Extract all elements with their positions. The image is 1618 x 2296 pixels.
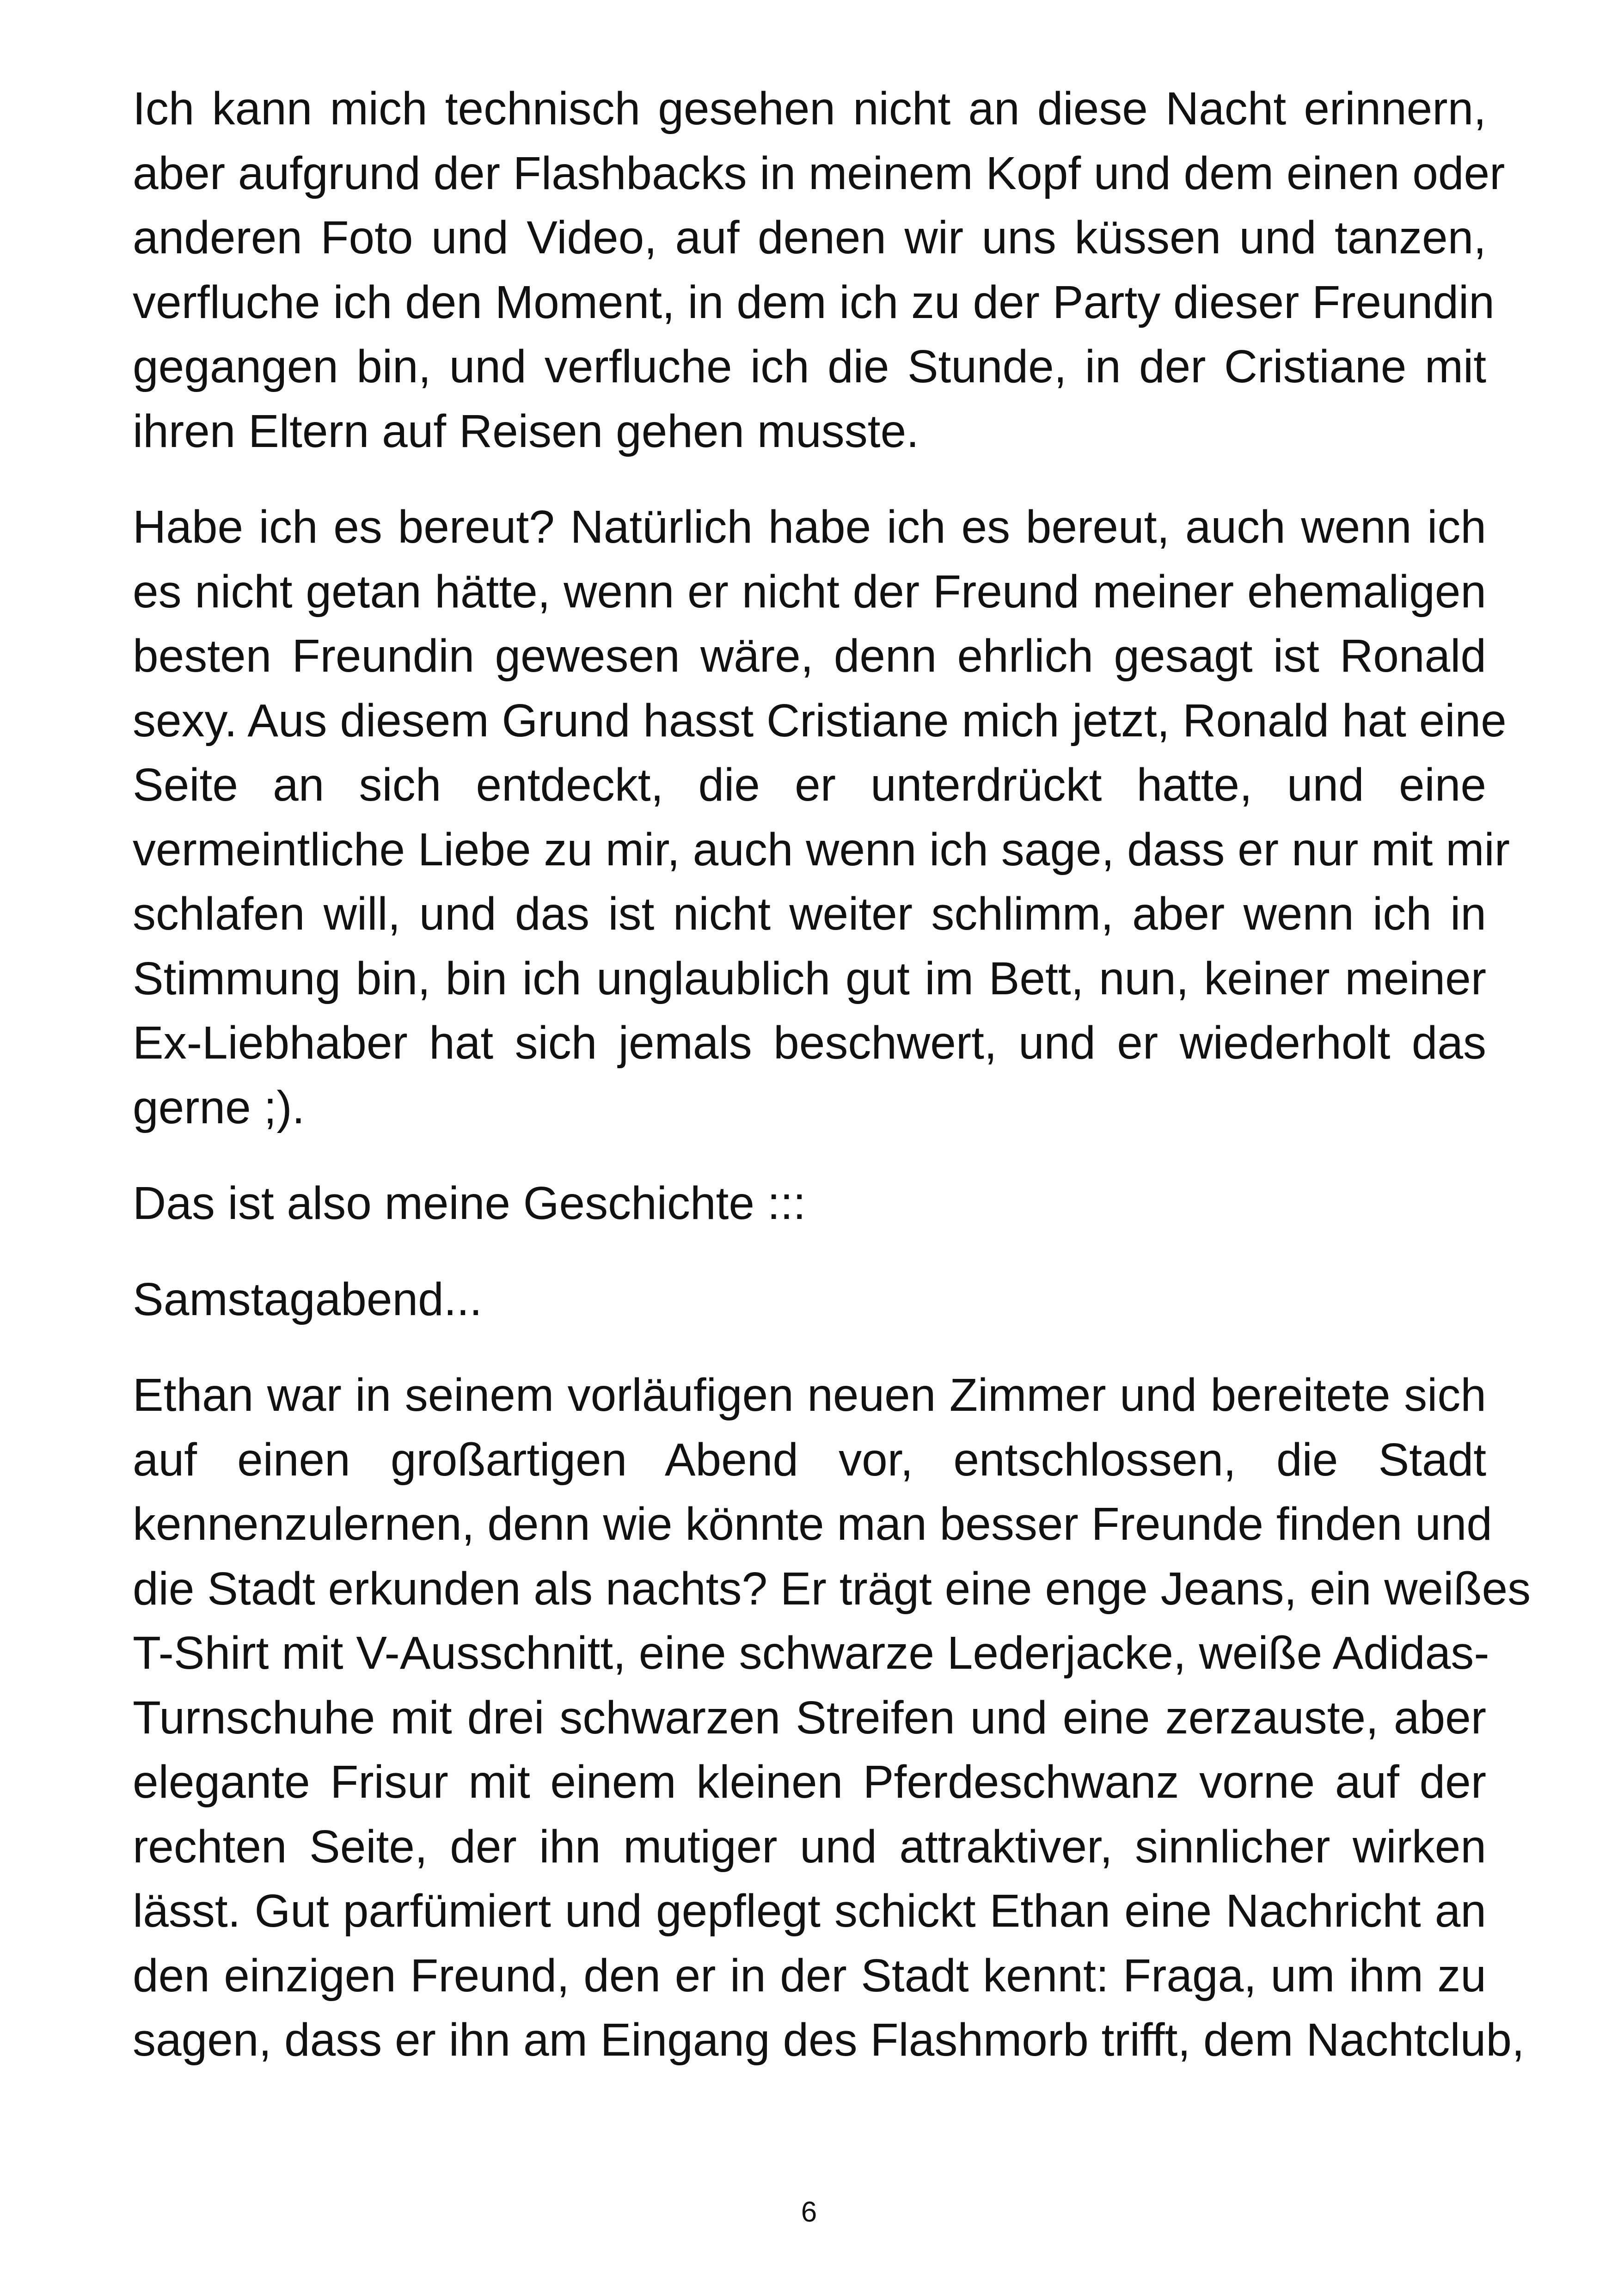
text-line: gerne ;). bbox=[133, 1081, 305, 1133]
text-line: Ich kann mich technisch gesehen nicht an diese Nacht erinnern, bbox=[133, 83, 1486, 135]
body-text bbox=[133, 77, 1531, 2104]
text-line: schlafen will, und das ist nicht weiter schlimm, aber wenn ich in bbox=[133, 888, 1486, 940]
text-line: ihren Eltern auf Reisen gehen musste. bbox=[133, 405, 919, 457]
text-line: aber aufgrund der Flashbacks in meinem Kopf und dem einen oder bbox=[133, 147, 1505, 199]
paragraph-4 bbox=[133, 1267, 1486, 1332]
paragraph-5 bbox=[133, 1363, 1531, 2073]
text-line: die Stadt erkunden als nachts? Er trägt eine enge Jeans, ein weißes bbox=[133, 1562, 1531, 1615]
text-line: es nicht getan hätte, wenn er nicht der Freund meiner ehemaligen bbox=[133, 565, 1486, 618]
text-line: besten Freundin gewesen wäre, denn ehrlich gesagt ist Ronald bbox=[133, 630, 1486, 682]
text-line: Das ist also meine Geschichte ::: bbox=[133, 1177, 806, 1229]
text-line: den einzigen Freund, den er in der Stadt kennt: Fraga, um ihm zu bbox=[133, 1949, 1486, 2002]
text-line: sexy. Aus diesem Grund hasst Cristiane mich jetzt, Ronald hat eine bbox=[133, 694, 1507, 747]
text-line: Ex-Liebhaber hat sich jemals beschwert, und er wiederholt das bbox=[133, 1017, 1486, 1069]
page-number: 6 bbox=[801, 2196, 817, 2228]
text-line: Stimmung bin, bin ich unglaublich gut im Bett, nun, keiner meiner bbox=[133, 952, 1486, 1004]
text-line: auf einen großartigen Abend vor, entschlossen, die Stadt bbox=[133, 1433, 1486, 1486]
text-line: anderen Foto und Video, auf denen wir uns küssen und tanzen, bbox=[133, 212, 1486, 263]
text-line: elegante Frisur mit einem kleinen Pferdeschwanz vorne auf der bbox=[133, 1756, 1486, 1808]
text-line: kennenzulernen, denn wie könnte man besser Freunde finden und bbox=[133, 1498, 1492, 1550]
text-line: Turnschuhe mit drei schwarzen Streifen und eine zerzauste, aber bbox=[133, 1691, 1486, 1744]
text-line: rechten Seite, der ihn mutiger und attraktiver, sinnlicher wirken bbox=[133, 1820, 1486, 1873]
text-line: vermeintliche Liebe zu mir, auch wenn ich sage, dass er nur mit mir bbox=[133, 823, 1510, 876]
text-line: Seite an sich entdeckt, die er unterdrückt hatte, und eine bbox=[133, 759, 1486, 811]
text-line: Habe ich es bereut? Natürlich habe ich es bereut, auch wenn ich bbox=[133, 501, 1486, 553]
paragraph-1 bbox=[133, 77, 1505, 464]
text-line: lässt. Gut parfümiert und gepflegt schickt Ethan eine Nachricht an bbox=[133, 1885, 1486, 1937]
paragraph-3 bbox=[133, 1171, 1486, 1236]
paragraph-2 bbox=[133, 495, 1510, 1140]
text-line: T-Shirt mit V-Ausschnitt, eine schwarze Lederjacke, weiße Adidas- bbox=[133, 1627, 1489, 1679]
text-line: verfluche ich den Moment, in dem ich zu der Party dieser Freundin bbox=[133, 276, 1495, 328]
text-line: Ethan war in seinem vorläufigen neuen Zimmer und bereitete sich bbox=[133, 1369, 1486, 1421]
text-line: Samstagabend... bbox=[133, 1273, 483, 1325]
text-line: gegangen bin, und verfluche ich die Stunde, in der Cristiane mit bbox=[133, 341, 1486, 392]
text-line: sagen, dass er ihn am Eingang des Flashmorb trifft, dem Nachtclub, bbox=[133, 2014, 1525, 2066]
